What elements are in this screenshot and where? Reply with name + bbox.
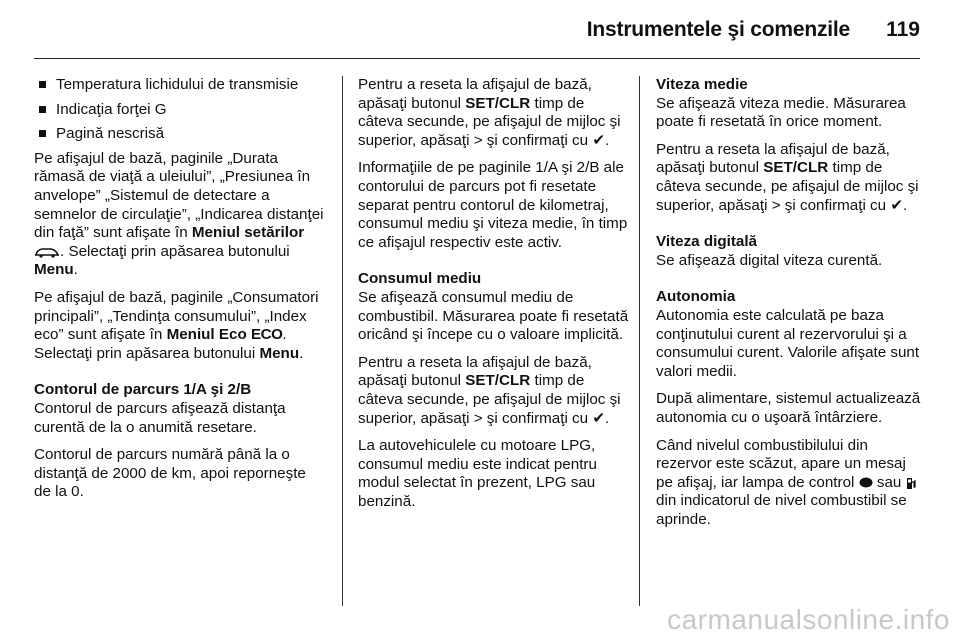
watermark: carmanualsonline.info	[667, 604, 950, 635]
list-item: Indicaţia forţei G	[34, 101, 326, 120]
bullet-square-icon	[39, 106, 46, 113]
paragraph: Pe afişajul de bază, paginile „Consumatori principali”, „Tendinţa consumului”, „Index eco” sunt afişate în Meniul Eco ECO. Selectaţi prin apăsarea butonului Menu.	[34, 288, 319, 362]
checkmark-icon: ✔	[890, 196, 904, 214]
section-heading: Consumul mediu	[358, 270, 482, 288]
section-heading: Contorul de parcurs 1/A şi 2/B	[34, 381, 252, 399]
section-heading: Autonomia	[656, 288, 736, 306]
column-1	[34, 76, 326, 511]
column-2	[358, 76, 630, 520]
paragraph: Se afişează viteza medie. Măsurarea poate fi resetată în orice moment.	[656, 94, 906, 131]
page-header	[0, 0, 960, 58]
section-heading: Viteza digitală	[656, 233, 758, 251]
paragraph: Pe afişajul de bază, paginile „Durata rămasă de viaţă a uleiului”, „Presiunea în anvelope” „Sistemul de detectare a semnelor de circulaţie”, „Indicarea distanţei din faţă” sunt afişate în Meniul setărilor . Selectaţi prin apăsarea butonului Menu.	[34, 149, 324, 279]
list-item: Temperatura lichidului de transmisie	[34, 76, 326, 95]
page-footer	[0, 600, 960, 640]
fuel-warning-lamp-icon	[859, 477, 873, 488]
header-rule	[34, 58, 920, 59]
chevron-right-icon: >	[473, 409, 483, 427]
chevron-right-icon: >	[473, 131, 483, 149]
checkmark-icon: ✔	[592, 409, 606, 427]
section-heading: Viteza medie	[656, 76, 748, 93]
paragraph: Informaţiile de pe paginile 1/A şi 2/B ale contorului de parcurs pot fi resetate separat pentru contorul de kilometraj, consumul mediu şi viteza medie, în timp ce afişajul respectiv este activ.	[358, 159, 628, 251]
column-divider	[639, 76, 640, 606]
paragraph: Pentru a reseta la afişajul de bază, apăsaţi butonul SET/CLR timp de câteva secunde, pe afişajul de mijloc şi superior, apăsaţi > şi confirmaţi cu ✔.	[656, 140, 919, 214]
list-item: Pagină nescrisă	[34, 125, 326, 144]
paragraph: La autovehiculele cu motoare LPG, consumul mediu este indicat pentru modul selectat în prezent, LPG sau benzină.	[358, 437, 597, 510]
car-settings-icon	[34, 246, 60, 258]
paragraph: Când nivelul combustibilului din rezervor este scăzut, apare un mesaj pe afişaj, iar lampa de control sau din indicatorul de nivel combustibil se aprinde.	[656, 437, 924, 530]
paragraph: Se afişează digital viteza curentă.	[656, 251, 883, 269]
eco-icon: ECO	[250, 326, 283, 344]
bullet-square-icon	[39, 81, 46, 88]
paragraph: Pentru a reseta la afişajul de bază, apăsaţi butonul SET/CLR timp de câteva secunde, pe afişajul de mijloc şi superior, apăsaţi > şi confirmaţi cu ✔.	[358, 353, 621, 427]
column-divider	[342, 76, 343, 606]
paragraph: Se afişează consumul mediu de combustibil. Măsurarea poate fi resetată oricând şi începe cu o valoare implicită.	[358, 288, 629, 344]
fuel-pump-icon	[906, 476, 916, 490]
paragraph: Pentru a reseta la afişajul de bază, apăsaţi butonul SET/CLR timp de câteva secunde, pe afişajul de mijloc şi superior, apăsaţi > şi confirmaţi cu ✔.	[358, 76, 621, 149]
checkmark-icon: ✔	[592, 131, 606, 149]
paragraph: Contorul de parcurs numără până la o distanţă de 2000 de km, apoi reporneşte de la 0.	[34, 446, 306, 501]
chevron-right-icon: >	[771, 196, 781, 214]
column-3	[656, 76, 924, 538]
bullet-square-icon	[39, 130, 46, 137]
paragraph: După alimentare, sistemul actualizează autonomia cu o uşoară întârziere.	[656, 390, 921, 426]
paragraph: Autonomia este calculată pe baza conţinutului curent al rezervorului şi a consumului curent. Valorile afişate sunt valori medii.	[656, 306, 920, 380]
page-title: Instrumentele şi comenzile	[586, 18, 850, 41]
paragraph: Contorul de parcurs afişează distanţa curentă de la o anumită resetare.	[34, 399, 286, 436]
page-number: 119	[886, 18, 920, 41]
